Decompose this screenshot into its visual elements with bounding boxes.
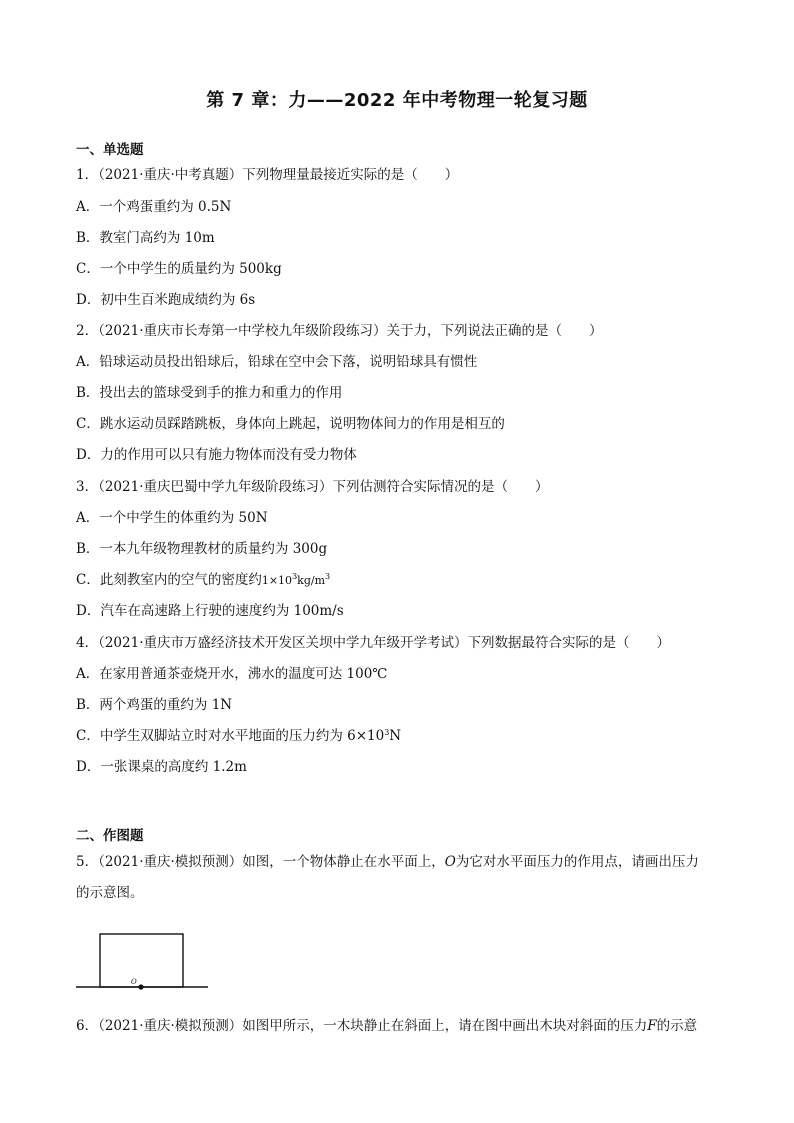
question-5-point-o: O	[444, 854, 456, 870]
page-title: 第 7 章：力——2022 年中考物理一轮复习题	[206, 90, 588, 111]
question-2-option-b: B．投出去的篮球受到手的推力和重力的作用	[76, 385, 343, 401]
question-4-option-b: B．两个鸡蛋的重约为 1N	[76, 697, 233, 713]
section-heading-drawing: 二、作图题	[76, 828, 144, 844]
section-heading-single-choice: 一、单选题	[76, 142, 144, 158]
question-5-figure	[70, 925, 215, 997]
question-2-option-a: A．铅球运动员投出铅球后，铅球在空中会下落，说明铅球具有惯性	[76, 354, 478, 370]
question-3-option-c	[76, 571, 330, 590]
question-6-line-1	[76, 1017, 697, 1035]
question-4-stem: 4．（2021·重庆市万盛经济技术开发区关坝中学九年级开学考试）下列数据最符合实际的是（ ）	[76, 635, 670, 651]
question-6-text-b: 的示意	[656, 1018, 698, 1034]
question-3-option-a: A．一个中学生的体重约为 50N	[76, 510, 268, 526]
question-4-option-c-exponent: 3	[384, 728, 390, 737]
question-3-option-c-unit: kg/m	[297, 574, 325, 587]
question-6-text-a: 6．（2021·重庆·模拟预测）如图甲所示，一木块静止在斜面上，请在图中画出木块对斜面的压力	[76, 1018, 648, 1034]
question-1-option-c: C．一个中学生的质量约为 500kg	[76, 261, 282, 277]
question-4-option-c-unit: N	[389, 728, 402, 744]
question-3-option-d: D．汽车在高速路上行驶的速度约为 100m/s	[76, 603, 344, 619]
question-1-option-d: D．初中生百米跑成绩约为 6s	[76, 292, 256, 308]
question-4-option-d: D．一张课桌的高度约 1.2m	[76, 759, 247, 775]
block-rectangle	[100, 934, 183, 987]
question-5-text-a: 5．（2021·重庆·模拟预测）如图，一个物体静止在水平面上，	[76, 854, 445, 870]
point-o-label: O	[131, 978, 137, 986]
question-2-option-d: D．力的作用可以只有施力物体而没有受力物体	[76, 447, 357, 463]
question-5-text-b: 为它对水平面压力的作用点，请画出压力	[455, 854, 699, 870]
question-1-option-b: B．教室门高约为 10m	[76, 230, 215, 246]
question-4-option-a: A．在家用普通茶壶烧开水，沸水的温度可达 100℃	[76, 666, 388, 682]
question-2-option-c: C．跳水运动员踩踏跳板，身体向上跳起，说明物体间力的作用是相互的	[76, 416, 505, 432]
question-3-stem: 3．（2021·重庆巴蜀中学九年级阶段练习）下列估测符合实际情况的是（ ）	[76, 479, 549, 495]
question-3-option-c-unit-exponent: 3	[325, 572, 331, 581]
question-1-option-a: A．一个鸡蛋重约为 0.5N	[76, 199, 232, 215]
question-5-line-2: 的示意图。	[76, 885, 144, 901]
question-1-stem: 1．（2021·重庆·中考真题）下列物理量最接近实际的是（ ）	[76, 167, 459, 183]
question-4-option-c-text: C．中学生双脚站立时对水平地面的压力约为 6×10	[76, 728, 385, 744]
question-3-option-c-text: C．此刻教室内的空气的密度约	[76, 572, 262, 588]
question-3-option-c-value: 1×10	[261, 574, 293, 587]
question-3-option-c-exponent: 3	[292, 572, 298, 581]
question-3-option-b: B．一本九年级物理教材的质量约为 300g	[76, 541, 328, 557]
point-o-dot	[138, 984, 143, 989]
question-6-force-f: F	[647, 1018, 657, 1034]
question-5-line-1	[76, 853, 699, 871]
question-2-stem: 2．（2021·重庆市长寿第一中学校九年级阶段练习）关于力，下列说法正确的是（ ）	[76, 323, 603, 339]
question-4-option-c	[76, 727, 401, 745]
